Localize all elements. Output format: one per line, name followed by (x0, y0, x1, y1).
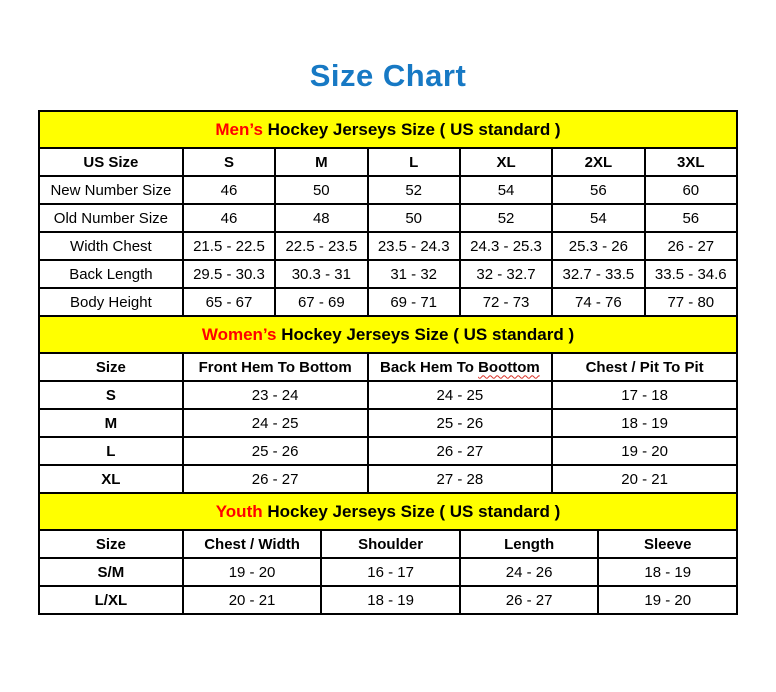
size-cell: 52 (460, 204, 552, 232)
mens-section-accent: Men’s (215, 120, 263, 139)
table-row (39, 409, 737, 437)
table-row (39, 586, 737, 614)
size-cell: 20 - 21 (183, 586, 322, 614)
size-cell: 67 - 69 (275, 288, 367, 316)
column-header: Size (39, 530, 183, 558)
size-cell: 32 - 32.7 (460, 260, 552, 288)
youth-size-table (38, 529, 738, 615)
size-cell: 17 - 18 (552, 381, 737, 409)
column-header: Chest / Pit To Pit (552, 353, 737, 381)
mens-section-title: Hockey Jerseys Size ( US standard ) (267, 120, 561, 139)
size-cell: 65 - 67 (183, 288, 275, 316)
size-cell: 22.5 - 23.5 (275, 232, 367, 260)
column-header: 2XL (552, 148, 644, 176)
size-chart (38, 110, 738, 615)
column-header-prefix: Back Hem To (380, 358, 474, 376)
size-cell: 50 (275, 176, 367, 204)
column-header: Chest / Width (183, 530, 322, 558)
row-label: L/XL (39, 586, 183, 614)
size-cell: 18 - 19 (552, 409, 737, 437)
table-row (39, 288, 737, 316)
column-header: Length (460, 530, 599, 558)
size-cell: 32.7 - 33.5 (552, 260, 644, 288)
size-cell: 25 - 26 (183, 437, 368, 465)
youth-section-header (38, 492, 738, 531)
row-label: Back Length (39, 260, 183, 288)
mens-size-table (38, 147, 738, 317)
womens-section-accent: Women’s (201, 325, 277, 344)
size-cell: 46 (183, 204, 275, 232)
table-row (39, 260, 737, 288)
womens-section-header (38, 315, 738, 354)
mens-section-header (38, 110, 738, 149)
size-cell: 26 - 27 (645, 232, 737, 260)
size-cell: 23.5 - 24.3 (368, 232, 460, 260)
page-title: Size Chart (309, 58, 467, 93)
size-cell: 23 - 24 (183, 381, 368, 409)
size-cell: 19 - 20 (552, 437, 737, 465)
table-row (39, 381, 737, 409)
size-cell: 19 - 20 (598, 586, 737, 614)
row-label: S/M (39, 558, 183, 586)
mens-header-row (39, 148, 737, 176)
size-cell: 48 (275, 204, 367, 232)
size-cell: 19 - 20 (183, 558, 322, 586)
row-label: Old Number Size (39, 204, 183, 232)
size-cell: 20 - 21 (552, 465, 737, 493)
womens-section-title: Hockey Jerseys Size ( US standard ) (281, 325, 575, 344)
row-label: L (39, 437, 183, 465)
size-cell: 16 - 17 (321, 558, 460, 586)
row-label: XL (39, 465, 183, 493)
youth-header-row (39, 530, 737, 558)
row-label: Body Height (39, 288, 183, 316)
column-header: 3XL (645, 148, 737, 176)
row-label: Width Chest (39, 232, 183, 260)
row-label: M (39, 409, 183, 437)
size-cell: 74 - 76 (552, 288, 644, 316)
size-cell: 29.5 - 30.3 (183, 260, 275, 288)
size-cell: 24 - 25 (183, 409, 368, 437)
size-cell: 21.5 - 22.5 (183, 232, 275, 260)
table-row (39, 437, 737, 465)
size-cell: 27 - 28 (368, 465, 553, 493)
womens-size-table (38, 352, 738, 494)
size-cell: 24.3 - 25.3 (460, 232, 552, 260)
youth-section-accent: Youth (215, 502, 263, 521)
size-cell: 24 - 25 (368, 381, 553, 409)
youth-section-title: Hockey Jerseys Size ( US standard ) (267, 502, 561, 521)
table-row (39, 465, 737, 493)
table-row (39, 232, 737, 260)
size-cell: 52 (368, 176, 460, 204)
size-cell: 25 - 26 (368, 409, 553, 437)
size-cell: 26 - 27 (183, 465, 368, 493)
column-header: Sleeve (598, 530, 737, 558)
size-cell: 33.5 - 34.6 (645, 260, 737, 288)
size-cell: 30.3 - 31 (275, 260, 367, 288)
row-label: New Number Size (39, 176, 183, 204)
column-header: Size (39, 353, 183, 381)
size-cell: 25.3 - 26 (552, 232, 644, 260)
size-cell: 56 (645, 204, 737, 232)
size-cell: 26 - 27 (368, 437, 553, 465)
size-cell: 18 - 19 (321, 586, 460, 614)
size-cell: 31 - 32 (368, 260, 460, 288)
column-header: M (275, 148, 367, 176)
column-header: US Size (39, 148, 183, 176)
size-cell: 46 (183, 176, 275, 204)
size-cell: 72 - 73 (460, 288, 552, 316)
size-cell: 54 (552, 204, 644, 232)
table-row (39, 176, 737, 204)
womens-header-row (39, 353, 737, 381)
column-header: XL (460, 148, 552, 176)
column-header: Shoulder (321, 530, 460, 558)
size-cell: 26 - 27 (460, 586, 599, 614)
size-cell: 18 - 19 (598, 558, 737, 586)
table-row (39, 558, 737, 586)
table-row (39, 204, 737, 232)
size-cell: 60 (645, 176, 737, 204)
column-header-misspelled (368, 353, 553, 381)
column-header: L (368, 148, 460, 176)
size-cell: 50 (368, 204, 460, 232)
size-cell: 77 - 80 (645, 288, 737, 316)
size-cell: 54 (460, 176, 552, 204)
column-header: Front Hem To Bottom (183, 353, 368, 381)
size-cell: 56 (552, 176, 644, 204)
size-cell: 69 - 71 (368, 288, 460, 316)
misspelled-word: Boottom (478, 358, 540, 376)
row-label: S (39, 381, 183, 409)
column-header: S (183, 148, 275, 176)
size-cell: 24 - 26 (460, 558, 599, 586)
